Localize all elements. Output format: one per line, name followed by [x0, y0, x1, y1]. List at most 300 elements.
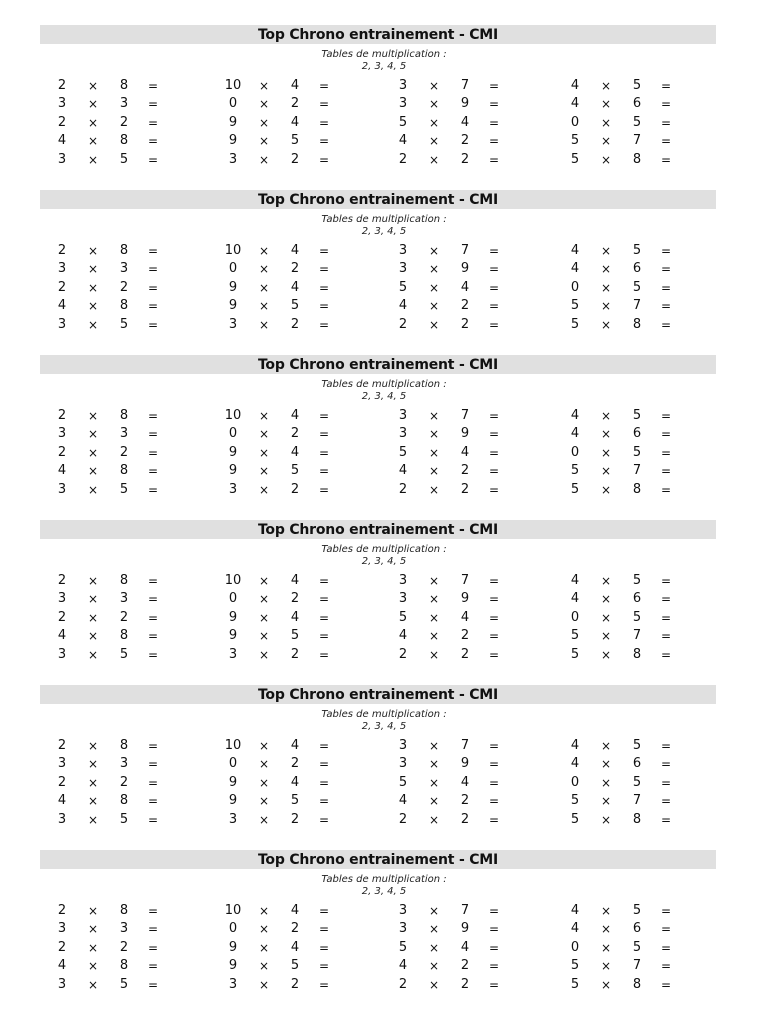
factor-b: 9	[460, 756, 470, 772]
factor-b: 8	[119, 243, 129, 258]
factor-a: 5	[570, 463, 580, 479]
times-sign: ×	[600, 794, 612, 809]
factor-b: 2	[290, 646, 300, 662]
equals-sign: =	[147, 244, 159, 258]
factor-a: 5	[570, 646, 580, 662]
equals-sign: =	[488, 757, 500, 772]
factor-b: 5	[632, 78, 642, 93]
equals-sign: =	[147, 409, 159, 423]
times-sign: ×	[258, 592, 270, 607]
times-sign: ×	[600, 922, 612, 937]
problem-grid	[0, 77, 768, 169]
equals-sign: =	[147, 427, 159, 442]
times-sign: ×	[428, 115, 440, 130]
equals-sign: =	[318, 115, 330, 130]
equals-sign: =	[147, 134, 159, 149]
equals-sign: =	[660, 775, 672, 790]
equals-sign: =	[660, 904, 672, 918]
equals-sign: =	[488, 280, 500, 295]
problem-row	[0, 462, 768, 480]
times-sign: ×	[258, 299, 270, 314]
factor-a: 3	[57, 261, 67, 277]
block-subtitle: Tables de multiplication :	[321, 214, 447, 225]
factor-b: 5	[632, 444, 642, 460]
equals-sign: =	[318, 647, 330, 662]
equals-sign: =	[147, 299, 159, 314]
times-sign: ×	[258, 757, 270, 772]
problem-row	[0, 242, 768, 260]
times-sign: ×	[428, 79, 440, 93]
equals-sign: =	[660, 959, 672, 974]
equals-sign: =	[318, 775, 330, 790]
block-title: Top Chrono entrainement - CMI	[40, 850, 716, 869]
times-sign: ×	[87, 409, 99, 423]
factor-a: 5	[398, 279, 408, 295]
factor-a: 0	[228, 261, 238, 277]
factor-a: 5	[570, 133, 580, 149]
times-sign: ×	[428, 134, 440, 149]
equals-sign: =	[147, 904, 159, 918]
factor-a: 9	[228, 114, 238, 130]
times-sign: ×	[600, 739, 612, 753]
times-sign: ×	[258, 262, 270, 277]
equals-sign: =	[147, 977, 159, 992]
times-sign: ×	[258, 775, 270, 790]
times-sign: ×	[600, 482, 612, 497]
factor-b: 8	[632, 646, 642, 662]
equals-sign: =	[488, 464, 500, 479]
factor-a: 3	[57, 426, 67, 442]
times-sign: ×	[600, 959, 612, 974]
times-sign: ×	[428, 922, 440, 937]
factor-a: 3	[228, 481, 238, 497]
factor-b: 4	[460, 774, 470, 790]
factor-b: 2	[460, 811, 470, 827]
times-sign: ×	[258, 629, 270, 644]
factor-a: 3	[57, 811, 67, 827]
problem-row	[0, 297, 768, 315]
equals-sign: =	[147, 812, 159, 827]
factor-b: 5	[119, 481, 129, 497]
block-tables: 2, 3, 4, 5	[361, 391, 407, 402]
equals-sign: =	[660, 317, 672, 332]
times-sign: ×	[428, 152, 440, 167]
equals-sign: =	[660, 79, 672, 93]
factor-b: 4	[290, 573, 300, 588]
times-sign: ×	[87, 482, 99, 497]
times-sign: ×	[87, 574, 99, 588]
factor-b: 5	[290, 793, 300, 809]
factor-b: 2	[460, 298, 470, 314]
times-sign: ×	[258, 115, 270, 130]
times-sign: ×	[428, 482, 440, 497]
times-sign: ×	[258, 647, 270, 662]
factor-b: 5	[119, 811, 129, 827]
factor-a: 4	[57, 298, 67, 314]
exercise-block	[0, 685, 768, 850]
times-sign: ×	[428, 244, 440, 258]
factor-a: 5	[570, 958, 580, 974]
factor-b: 4	[460, 609, 470, 625]
equals-sign: =	[660, 464, 672, 479]
factor-a: 4	[57, 628, 67, 644]
equals-sign: =	[660, 299, 672, 314]
equals-sign: =	[660, 97, 672, 112]
problem-row	[0, 279, 768, 297]
equals-sign: =	[660, 152, 672, 167]
times-sign: ×	[428, 592, 440, 607]
factor-b: 2	[290, 811, 300, 827]
times-sign: ×	[428, 427, 440, 442]
factor-a: 9	[228, 793, 238, 809]
equals-sign: =	[660, 244, 672, 258]
factor-a: 0	[228, 591, 238, 607]
equals-sign: =	[147, 592, 159, 607]
equals-sign: =	[488, 427, 500, 442]
equals-sign: =	[318, 940, 330, 955]
factor-b: 2	[460, 958, 470, 974]
problem-row	[0, 260, 768, 278]
times-sign: ×	[600, 977, 612, 992]
factor-a: 2	[398, 481, 408, 497]
equals-sign: =	[147, 922, 159, 937]
factor-a: 3	[57, 481, 67, 497]
factor-a: 9	[228, 133, 238, 149]
equals-sign: =	[488, 739, 500, 753]
factor-b: 2	[460, 646, 470, 662]
equals-sign: =	[660, 262, 672, 277]
equals-sign: =	[660, 280, 672, 295]
block-title: Top Chrono entrainement - CMI	[40, 520, 716, 539]
times-sign: ×	[428, 299, 440, 314]
block-title: Top Chrono entrainement - CMI	[40, 25, 716, 44]
factor-b: 2	[290, 921, 300, 937]
times-sign: ×	[87, 464, 99, 479]
problem-row	[0, 114, 768, 132]
factor-a: 2	[398, 151, 408, 167]
times-sign: ×	[258, 794, 270, 809]
factor-b: 4	[460, 444, 470, 460]
factor-b: 7	[460, 408, 470, 423]
equals-sign: =	[488, 977, 500, 992]
factor-b: 9	[460, 426, 470, 442]
factor-a: 9	[228, 939, 238, 955]
factor-a: 3	[398, 78, 408, 93]
times-sign: ×	[600, 445, 612, 460]
factor-b: 8	[632, 481, 642, 497]
factor-a: 3	[57, 921, 67, 937]
equals-sign: =	[147, 97, 159, 112]
times-sign: ×	[87, 280, 99, 295]
factor-a: 3	[228, 316, 238, 332]
factor-a: 10	[224, 78, 242, 93]
block-tables: 2, 3, 4, 5	[361, 61, 407, 72]
times-sign: ×	[600, 427, 612, 442]
factor-a: 2	[57, 114, 67, 130]
times-sign: ×	[428, 647, 440, 662]
factor-b: 4	[290, 738, 300, 753]
equals-sign: =	[318, 629, 330, 644]
factor-a: 10	[224, 243, 242, 258]
factor-a: 3	[57, 976, 67, 992]
factor-b: 2	[290, 426, 300, 442]
equals-sign: =	[147, 739, 159, 753]
times-sign: ×	[87, 445, 99, 460]
equals-sign: =	[318, 280, 330, 295]
times-sign: ×	[87, 812, 99, 827]
factor-a: 3	[57, 646, 67, 662]
problem-grid	[0, 407, 768, 499]
factor-b: 6	[632, 426, 642, 442]
factor-b: 2	[119, 939, 129, 955]
factor-a: 0	[570, 279, 580, 295]
times-sign: ×	[600, 115, 612, 130]
factor-a: 5	[570, 298, 580, 314]
factor-b: 3	[119, 756, 129, 772]
factor-b: 7	[460, 78, 470, 93]
equals-sign: =	[660, 940, 672, 955]
times-sign: ×	[258, 244, 270, 258]
factor-a: 3	[398, 426, 408, 442]
equals-sign: =	[488, 592, 500, 607]
times-sign: ×	[87, 79, 99, 93]
equals-sign: =	[318, 959, 330, 974]
times-sign: ×	[428, 317, 440, 332]
times-sign: ×	[87, 262, 99, 277]
factor-a: 4	[570, 96, 580, 112]
times-sign: ×	[428, 904, 440, 918]
factor-a: 10	[224, 903, 242, 918]
factor-a: 0	[570, 774, 580, 790]
equals-sign: =	[318, 977, 330, 992]
block-title: Top Chrono entrainement - CMI	[40, 685, 716, 704]
times-sign: ×	[258, 904, 270, 918]
times-sign: ×	[258, 959, 270, 974]
equals-sign: =	[660, 812, 672, 827]
factor-a: 5	[570, 151, 580, 167]
factor-a: 10	[224, 573, 242, 588]
exercise-block	[0, 355, 768, 520]
factor-b: 2	[290, 96, 300, 112]
equals-sign: =	[660, 409, 672, 423]
equals-sign: =	[318, 794, 330, 809]
equals-sign: =	[488, 445, 500, 460]
exercise-block	[0, 25, 768, 190]
problem-grid	[0, 572, 768, 664]
equals-sign: =	[488, 959, 500, 974]
times-sign: ×	[87, 922, 99, 937]
times-sign: ×	[428, 97, 440, 112]
equals-sign: =	[318, 262, 330, 277]
times-sign: ×	[87, 592, 99, 607]
times-sign: ×	[258, 482, 270, 497]
factor-b: 8	[632, 151, 642, 167]
factor-b: 8	[119, 408, 129, 423]
factor-b: 9	[460, 591, 470, 607]
times-sign: ×	[600, 97, 612, 112]
factor-a: 4	[570, 78, 580, 93]
factor-b: 5	[632, 279, 642, 295]
factor-b: 4	[460, 114, 470, 130]
factor-a: 2	[398, 976, 408, 992]
factor-a: 2	[57, 738, 67, 753]
block-title: Top Chrono entrainement - CMI	[40, 190, 716, 209]
factor-b: 5	[632, 939, 642, 955]
times-sign: ×	[87, 794, 99, 809]
factor-a: 4	[398, 958, 408, 974]
equals-sign: =	[147, 464, 159, 479]
times-sign: ×	[87, 152, 99, 167]
factor-b: 5	[632, 609, 642, 625]
factor-a: 2	[57, 609, 67, 625]
factor-b: 4	[290, 408, 300, 423]
factor-b: 5	[632, 774, 642, 790]
factor-b: 3	[119, 921, 129, 937]
equals-sign: =	[488, 317, 500, 332]
times-sign: ×	[258, 464, 270, 479]
factor-b: 5	[632, 903, 642, 918]
factor-b: 2	[119, 609, 129, 625]
factor-b: 4	[290, 444, 300, 460]
factor-b: 5	[290, 133, 300, 149]
factor-a: 2	[57, 939, 67, 955]
equals-sign: =	[147, 940, 159, 955]
times-sign: ×	[428, 610, 440, 625]
times-sign: ×	[87, 97, 99, 112]
factor-a: 3	[57, 96, 67, 112]
factor-a: 5	[398, 609, 408, 625]
factor-b: 6	[632, 591, 642, 607]
problem-row	[0, 444, 768, 462]
times-sign: ×	[87, 647, 99, 662]
factor-b: 2	[290, 316, 300, 332]
factor-b: 2	[119, 114, 129, 130]
factor-b: 4	[460, 279, 470, 295]
equals-sign: =	[488, 629, 500, 644]
factor-a: 4	[570, 921, 580, 937]
factor-b: 8	[119, 573, 129, 588]
factor-b: 6	[632, 96, 642, 112]
equals-sign: =	[488, 79, 500, 93]
equals-sign: =	[488, 775, 500, 790]
factor-a: 9	[228, 444, 238, 460]
factor-b: 5	[290, 958, 300, 974]
factor-b: 8	[632, 976, 642, 992]
equals-sign: =	[147, 317, 159, 332]
times-sign: ×	[428, 812, 440, 827]
times-sign: ×	[258, 134, 270, 149]
times-sign: ×	[600, 244, 612, 258]
factor-a: 0	[228, 426, 238, 442]
factor-a: 0	[228, 921, 238, 937]
factor-b: 8	[119, 958, 129, 974]
factor-b: 2	[119, 774, 129, 790]
problem-row	[0, 646, 768, 664]
problem-row	[0, 920, 768, 938]
times-sign: ×	[87, 904, 99, 918]
factor-b: 4	[290, 774, 300, 790]
equals-sign: =	[147, 794, 159, 809]
factor-a: 2	[57, 774, 67, 790]
times-sign: ×	[600, 574, 612, 588]
factor-a: 2	[57, 444, 67, 460]
equals-sign: =	[488, 574, 500, 588]
factor-b: 4	[290, 78, 300, 93]
equals-sign: =	[488, 904, 500, 918]
times-sign: ×	[428, 280, 440, 295]
factor-a: 0	[570, 609, 580, 625]
block-tables: 2, 3, 4, 5	[361, 226, 407, 237]
times-sign: ×	[600, 317, 612, 332]
factor-b: 4	[290, 939, 300, 955]
factor-a: 5	[570, 976, 580, 992]
times-sign: ×	[600, 592, 612, 607]
equals-sign: =	[488, 409, 500, 423]
equals-sign: =	[147, 574, 159, 588]
factor-a: 5	[570, 481, 580, 497]
factor-b: 8	[119, 903, 129, 918]
times-sign: ×	[258, 812, 270, 827]
factor-a: 3	[228, 646, 238, 662]
factor-a: 9	[228, 628, 238, 644]
equals-sign: =	[488, 97, 500, 112]
problem-row	[0, 737, 768, 755]
equals-sign: =	[488, 299, 500, 314]
equals-sign: =	[318, 317, 330, 332]
problem-row	[0, 151, 768, 169]
equals-sign: =	[147, 775, 159, 790]
problem-row	[0, 774, 768, 792]
times-sign: ×	[258, 445, 270, 460]
times-sign: ×	[258, 317, 270, 332]
factor-a: 2	[398, 811, 408, 827]
factor-a: 3	[398, 738, 408, 753]
equals-sign: =	[660, 134, 672, 149]
factor-b: 8	[632, 316, 642, 332]
equals-sign: =	[318, 427, 330, 442]
equals-sign: =	[318, 464, 330, 479]
factor-a: 10	[224, 408, 242, 423]
problem-row	[0, 627, 768, 645]
factor-a: 10	[224, 738, 242, 753]
problem-grid	[0, 737, 768, 829]
factor-b: 2	[119, 279, 129, 295]
equals-sign: =	[660, 794, 672, 809]
times-sign: ×	[600, 629, 612, 644]
factor-a: 5	[570, 793, 580, 809]
times-sign: ×	[87, 977, 99, 992]
equals-sign: =	[660, 647, 672, 662]
block-subtitle: Tables de multiplication :	[321, 874, 447, 885]
times-sign: ×	[87, 739, 99, 753]
times-sign: ×	[258, 280, 270, 295]
problem-row	[0, 976, 768, 994]
factor-a: 0	[228, 756, 238, 772]
factor-a: 4	[398, 793, 408, 809]
times-sign: ×	[428, 262, 440, 277]
problem-row	[0, 425, 768, 443]
factor-a: 5	[398, 939, 408, 955]
factor-a: 2	[398, 646, 408, 662]
factor-a: 4	[57, 793, 67, 809]
factor-b: 4	[290, 114, 300, 130]
equals-sign: =	[660, 115, 672, 130]
times-sign: ×	[87, 299, 99, 314]
equals-sign: =	[318, 134, 330, 149]
factor-b: 4	[290, 903, 300, 918]
times-sign: ×	[600, 409, 612, 423]
factor-b: 5	[632, 114, 642, 130]
